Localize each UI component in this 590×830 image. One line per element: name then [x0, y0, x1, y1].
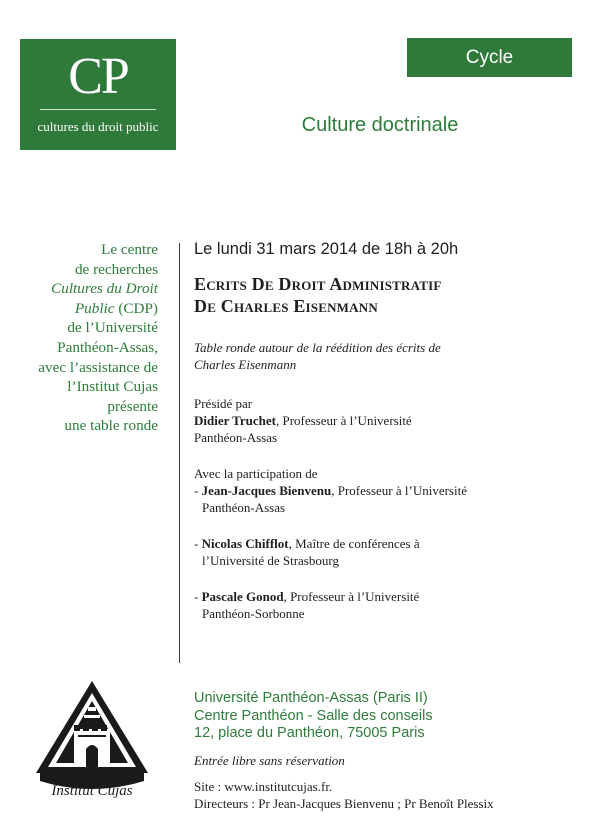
- directors: Directeurs : Pr Jean-Jacques Bienvenu ; Pr Benoît Plessix: [194, 796, 494, 811]
- participant-role-cont: Panthéon-Sorbonne: [202, 606, 305, 621]
- participant-entry: - Pascale Gonod, Professeur à l’Université Panthéon-Sorbonne: [194, 588, 574, 622]
- emblem-text-b: Cujas: [97, 783, 133, 799]
- participant-role: , Professeur à l’Université: [331, 483, 467, 498]
- participant-entry: - Jean-Jacques Bienvenu, Professeur à l’Université Panthéon-Assas: [194, 482, 574, 516]
- entry-note: Entrée libre sans réservation: [194, 753, 345, 768]
- president-label: Présidé par: [194, 396, 253, 411]
- site-link[interactable]: Site : www.institutcujas.fr.: [194, 779, 333, 794]
- event-date: Le lundi 31 mars 2014 de 18h à 20h: [194, 240, 459, 258]
- logo-mark: CP: [68, 48, 128, 105]
- president-entry: [194, 412, 574, 429]
- series-title: Culture doctrinale: [301, 114, 459, 136]
- participant-name: Jean-Jacques Bienvenu: [201, 483, 332, 498]
- intro-line: de l’Université: [67, 319, 158, 337]
- intro-line: présente: [107, 397, 158, 415]
- event-title: [194, 273, 574, 317]
- participant-name: Nicolas Chifflot: [201, 536, 289, 551]
- event-subtitle-line: Table ronde autour de la réédition des écrits de: [194, 340, 441, 355]
- participant-role: , Professeur à l’Université: [283, 589, 420, 604]
- intro-line: avec l’assistance de: [38, 358, 158, 376]
- intro-line: Cultures du Droit: [51, 280, 158, 298]
- event-details: [194, 240, 574, 641]
- participant-name: Pascale Gonod: [201, 589, 284, 604]
- participants-block-3: [194, 588, 574, 622]
- venue-address: [194, 690, 574, 743]
- emblem-text: [22, 783, 162, 800]
- intro-line: Le centre: [101, 241, 158, 258]
- participants-label: Avec la participation de: [194, 466, 318, 481]
- address-line: 12, place du Panthéon, 75005 Paris: [194, 725, 425, 741]
- intro-line: [8, 299, 158, 319]
- participants-block: [194, 465, 574, 516]
- event-subtitle: [194, 339, 574, 373]
- participants-block-2: [194, 535, 574, 569]
- logo-subtitle: cultures du droit public: [37, 119, 159, 134]
- president-role-cont: Panthéon-Assas: [194, 430, 278, 445]
- logo-rule: [40, 109, 156, 110]
- president-block: [194, 395, 574, 446]
- intro-line: l’Institut Cujas: [67, 378, 158, 396]
- cycle-badge: Cycle: [407, 38, 572, 77]
- participant-role: , Maître de conférences à: [288, 536, 420, 551]
- emblem-text-a: Institut: [51, 783, 94, 799]
- vertical-divider: [179, 243, 180, 663]
- intro-line: de recherches: [74, 260, 158, 278]
- event-subtitle-line: Charles Eisenmann: [194, 357, 297, 372]
- intro-line: une table ronde: [64, 417, 158, 435]
- address-line: Centre Panthéon - Salle des conseils: [194, 707, 433, 724]
- cp-logo: [20, 39, 176, 150]
- intro-text: [8, 240, 158, 436]
- event-title-line: Ecrits De Droit Administratif: [194, 274, 442, 294]
- intro-line-italic: Public: [74, 299, 115, 317]
- address-line: Université Panthéon-Assas (Paris II): [194, 690, 428, 706]
- president-role: , Professeur à l’Université: [275, 413, 412, 428]
- participant-role-cont: Panthéon-Assas: [202, 500, 286, 515]
- president-name: Didier Truchet: [194, 413, 276, 428]
- participant-role-cont: l’Université de Strasbourg: [202, 553, 339, 568]
- intro-line-rest: (CDP): [114, 299, 158, 317]
- footer-info: [194, 778, 574, 812]
- intro-line: Panthéon-Assas,: [57, 338, 158, 356]
- event-title-line: De Charles Eisenmann: [194, 296, 378, 316]
- participant-entry: - Nicolas Chifflot, Maître de conférences à l’Université de Strasbourg: [194, 535, 574, 569]
